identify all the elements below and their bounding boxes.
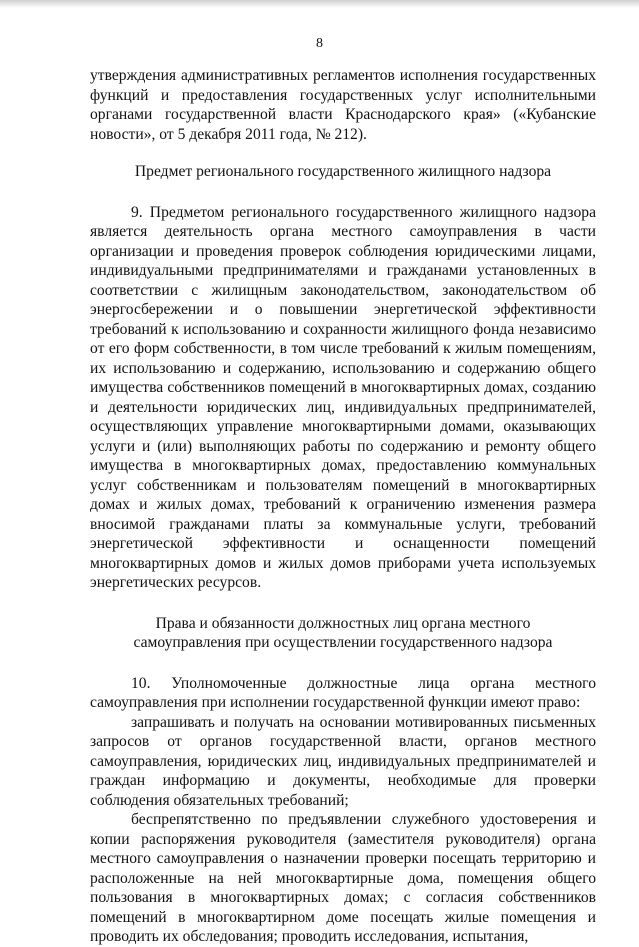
paragraph-access-rights: беспрепятственно по предъявлении служебного удостоверения и копии распоряжения руководителя (заместителя руководителя) органа местного самоуправления о назначении проверки посещать территорию и расположенные на ней многоквартирные дома, помещения общего пользования в многоквартирных домах; с согласия собственников помещений в многоквартирном доме посещать жилые помещения и проводить их обследования; проводить исследования, испытания, <box>90 811 596 945</box>
section-heading-rights-line2: самоуправления при осуществлении государственного надзора <box>133 634 553 651</box>
paragraph-10: 10. Уполномоченные должностные лица органа местного самоуправления при исполнении государственной функции имеют право: <box>90 674 596 711</box>
section-heading-rights-line1: Права и обязанности должностных лиц органа местного <box>155 614 531 632</box>
paragraph-9: 9. Предметом регионального государственного жилищного надзора является деятельность органа местного самоуправления в части организации и проведения проверок соблюдения юридическими лицами, индивидуальными предпринимателями и гражданами установленных в соответствии с жилищным законодательством, законодательством об энергосбережении и о повышении энергетической эффективности требований к использованию и сохранности жилищного фонда независимо от его форм собственности, в том числе требований к жилым помещениям, их использованию и содержанию, использованию и содержанию общего имущества собственников помещений в многоквартирных домах, созданию и деятельности юридических лиц, индивидуальных предпринимателей, осуществляющих управление многоквартирными домами, оказывающих услуги и (или) выполняющих работы по содержанию и ремонту общего имущества в многоквартирных домах, предоставлению коммунальных услуг собственникам и пользователям помещений в многоквартирных домах и жилых домах, требований к ограничению изменения размера вносимой гражданами платы за коммунальные услуги, требований энергетической эффективности и оснащенности помещений многоквартирных домов и жилых домов приборами учета используемых энергетических ресурсов. <box>90 203 596 591</box>
paragraph-request-info: запрашивать и получать на основании мотивированных письменных запросов от органов государственной власти, органов местного самоуправления, юридических лиц, индивидуальных предпринимателей и граждан информацию и документы, необходимые для проверки соблюдения обязательных требований; <box>90 713 596 809</box>
page-number: 8 <box>316 36 323 51</box>
section-heading-rights <box>90 614 596 653</box>
intro-paragraph: утверждения административных регламентов исполнения государственных функций и предоставления государственных услуг исполнительными органами государственной власти Краснодарского края» («Кубанские новости», от 5 декабря 2011 года, № 212). <box>90 67 596 143</box>
scan-edge <box>0 0 639 8</box>
document-body <box>90 66 596 947</box>
section-heading-subject: Предмет регионального государственного жилищного надзора <box>134 163 552 180</box>
